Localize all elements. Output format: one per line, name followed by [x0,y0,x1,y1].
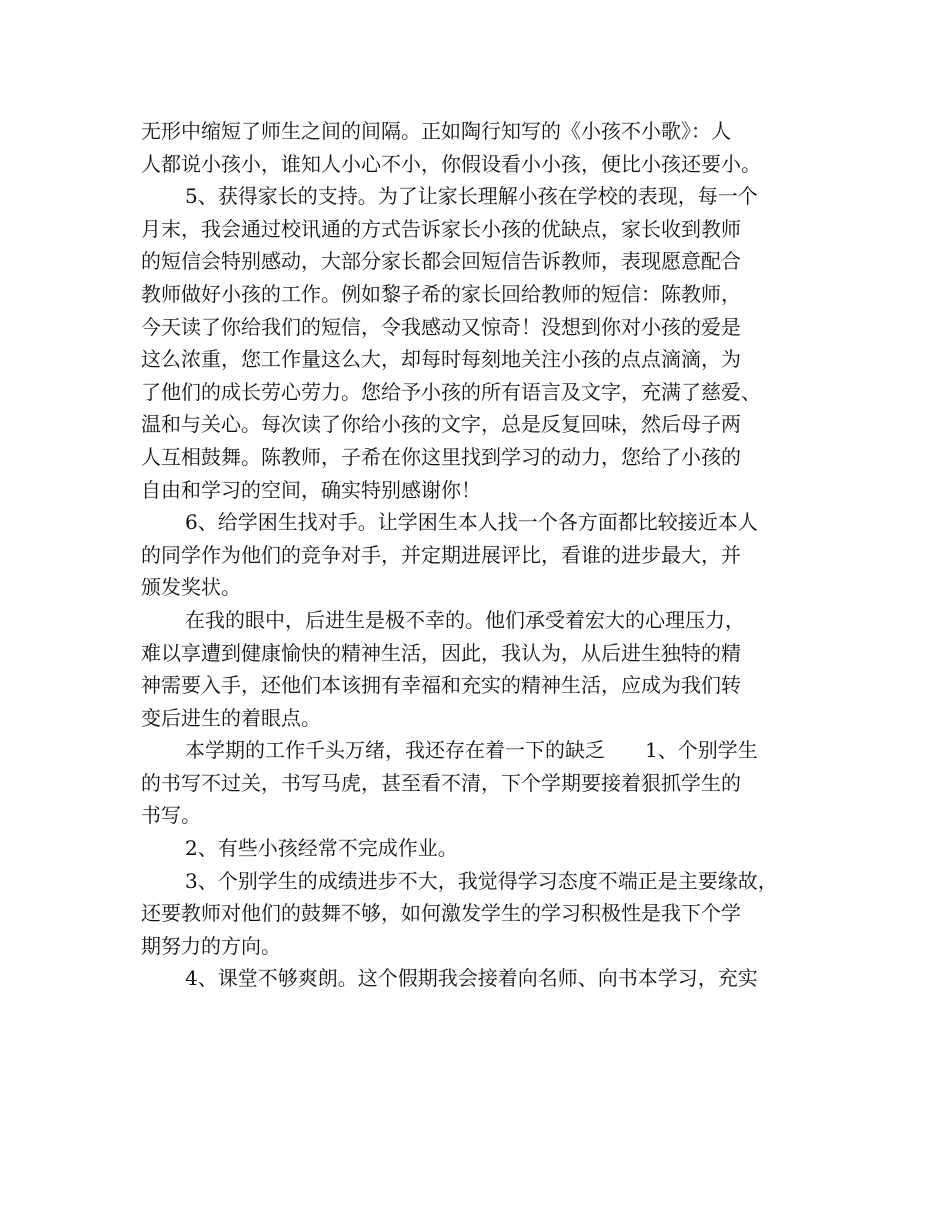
text-line: 变后进生的着眼点。 [141,705,321,730]
text-line: 还要教师对他们的鼓舞不够，如何激发学生的学习积极性是我下个学 [141,901,741,926]
text-line: 的短信会特别感动，大部分家长都会回短信告诉教师，表现愿意配合 [141,249,741,274]
paragraph-start-line: 4、课堂不够爽朗。这个假期我会接着向名师、向书本学习，充实 [185,966,758,991]
text-line: 的书写不过关，书写马虎，甚至看不清，下个学期要接着狠抓学生的 [141,770,741,795]
text-line: 难以享遭到健康愉快的精神生活，因此，我认为，从后进生独特的精 [141,640,741,665]
text-line: 颁发奖状。 [141,575,241,600]
text-line: 神需要入手，还他们本该拥有幸福和充实的精神生活，应成为我们转 [141,673,741,698]
document-body [141,115,813,995]
text-line: 期努力的方向。 [141,933,281,958]
text-line: 自由和学习的空间，确实特别感谢你！ [141,477,481,502]
text-line: 书写。 [141,803,201,828]
text-line: 人互相鼓舞。陈教师，子希在你这里找到学习的动力，您给了小孩的 [141,444,741,469]
text-line: 今天读了你给我们的短信，令我感动又惊奇！没想到你对小孩的爱是 [141,314,741,339]
paragraph-start-line: 3、个别学生的成绩进步不大，我觉得学习态度不端正是主要缘故， [185,868,778,893]
text-line: 了他们的成长劳心劳力。您给予小孩的所有语言及文字，充满了慈爱、 [141,379,761,404]
text-line: 无形中缩短了师生之间的间隔。正如陶行知写的《小孩不小歌》：人 [141,119,731,143]
paragraph-start-line: 在我的眼中，后进生是极不幸的。他们承受着宏大的心理压力， [185,607,745,632]
paragraph-start-line: 本学期的工作千头万绪，我还存在着一下的缺乏 1、个别学生 [185,738,758,763]
text-line: 月末，我会通过校讯通的方式告诉家长小孩的优缺点，家长收到教师 [141,216,741,241]
text-line: 温和与关心。每次读了你给小孩的文字，总是反复回味，然后母子两 [141,412,741,437]
paragraph-start-line: 2、有些小孩经常不完成作业。 [185,836,458,861]
text-line: 教师做好小孩的工作。例如黎子希的家长回给教师的短信：陈教师， [141,281,741,306]
text-line: 人都说小孩小，谁知人小心不小，你假设看小小孩，便比小孩还要小。 [141,151,761,176]
text-line: 的同学作为他们的竞争对手，并定期进展评比，看谁的进步最大，并 [141,542,741,567]
paragraph-start-line: 5、获得家长的支持。为了让家长理解小孩在学校的表现，每一个 [185,184,758,209]
text-line: 这么浓重，您工作量这么大，却每时每刻地关注小孩的点点滴滴，为 [141,347,741,372]
paragraph-start-line: 6、给学困生找对手。让学困生本人找一个各方面都比较接近本人 [185,510,758,535]
